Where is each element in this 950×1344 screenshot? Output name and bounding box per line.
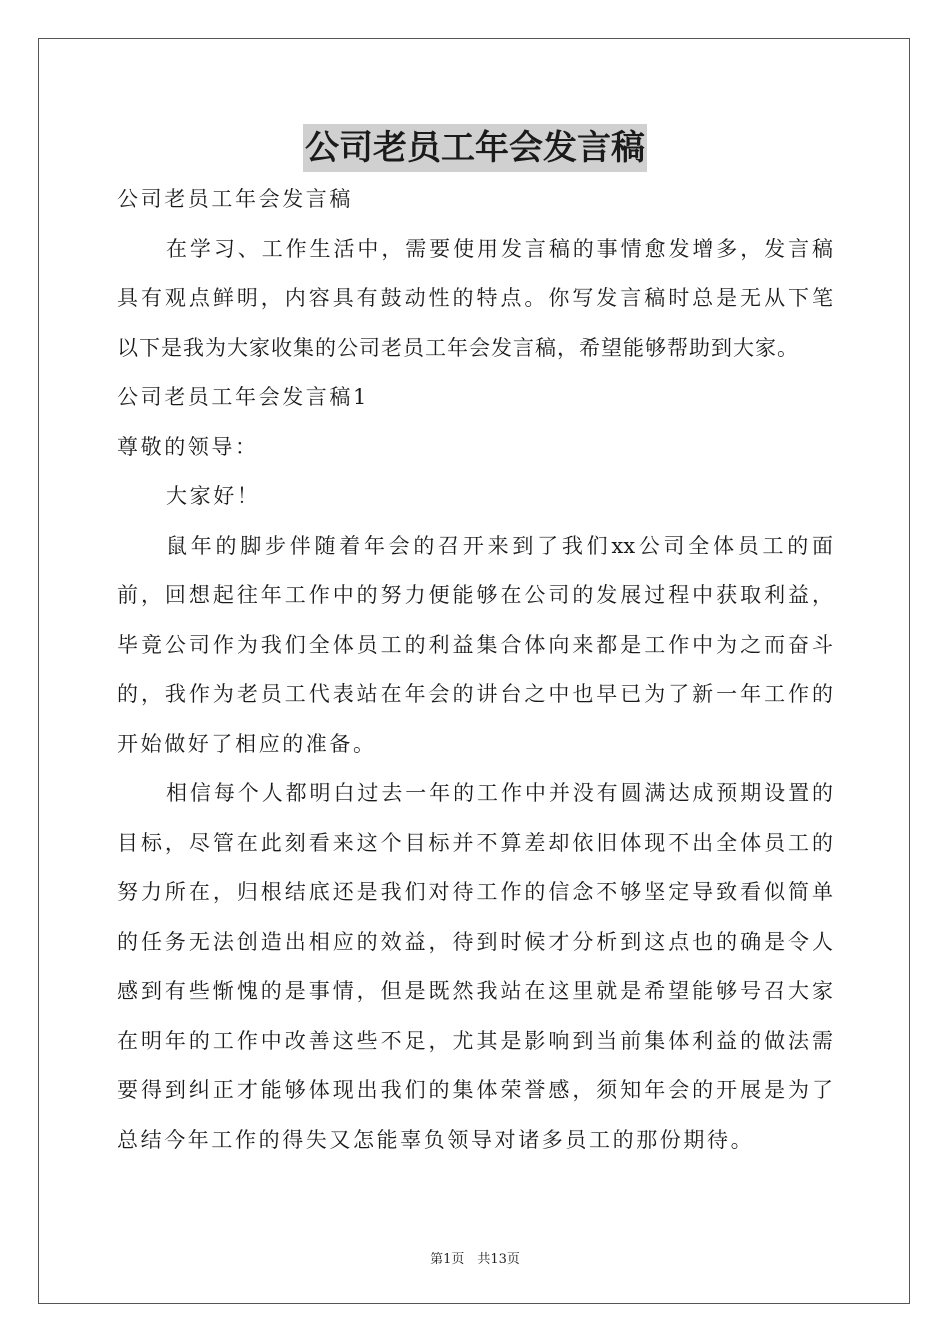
paragraph-line: 鼠年的脚步伴随着年会的召开来到了我们xx公司全体员工的面: [166, 533, 833, 558]
paragraph-line: 努力所在，归根结底还是我们对待工作的信念不够坚定导致看似简单: [117, 880, 833, 904]
section-heading: 公司老员工年会发言稿1: [117, 385, 369, 409]
paragraph-line: 前，回想起往年工作中的努力便能够在公司的发展过程中获取利益，: [117, 583, 833, 607]
paragraph-line: 要得到纠正才能够体现出我们的集体荣誉感，须知年会的开展是为了: [117, 1078, 833, 1102]
paragraph-line: 的，我作为老员工代表站在年会的讲台之中也早已为了新一年工作的: [117, 682, 833, 706]
document-body: [117, 180, 837, 1170]
paragraph-line: 开始做好了相应的准备。: [117, 731, 377, 756]
paragraph-line: 目标，尽管在此刻看来这个目标并不算差却依旧体现不出全体员工的: [117, 830, 833, 855]
paragraph-line: 毕竟公司作为我们全体员工的利益集合体向来都是工作中为之而奋斗: [117, 632, 833, 657]
paragraph-line: 总结今年工作的得失又怎能辜负领导对诸多员工的那份期待。: [117, 1127, 755, 1152]
paragraph-line: 在学习、工作生活中，需要使用发言稿的事情愈发增多，发言稿: [166, 236, 833, 261]
title-container: [0, 124, 950, 172]
document-title[interactable]: 公司老员工年会发言稿: [303, 124, 647, 172]
paragraph-line: 的任务无法创造出相应的效益，待到时候才分析到这点也的确是令人: [117, 929, 833, 954]
paragraph-line: 以下是我为大家收集的公司老员工年会发言稿，希望能够帮助到大家。: [117, 335, 799, 360]
paragraph-line: 相信每个人都明白过去一年的工作中并没有圆满达成预期设置的: [166, 781, 833, 805]
paragraph-line: 在明年的工作中改善这些不足，尤其是影响到当前集体利益的做法需: [117, 1028, 833, 1053]
salutation: 尊敬的领导：: [117, 434, 259, 459]
paragraph-line: 具有观点鲜明，内容具有鼓动性的特点。你写发言稿时总是无从下笔: [117, 286, 833, 310]
greeting: 大家好！: [166, 484, 261, 508]
page-footer: 第1页 共13页: [430, 1252, 520, 1267]
subtitle-line: 公司老员工年会发言稿: [117, 187, 353, 211]
paragraph-line: 感到有些惭愧的是事情，但是既然我站在这里就是希望能够号召大家: [117, 979, 833, 1003]
